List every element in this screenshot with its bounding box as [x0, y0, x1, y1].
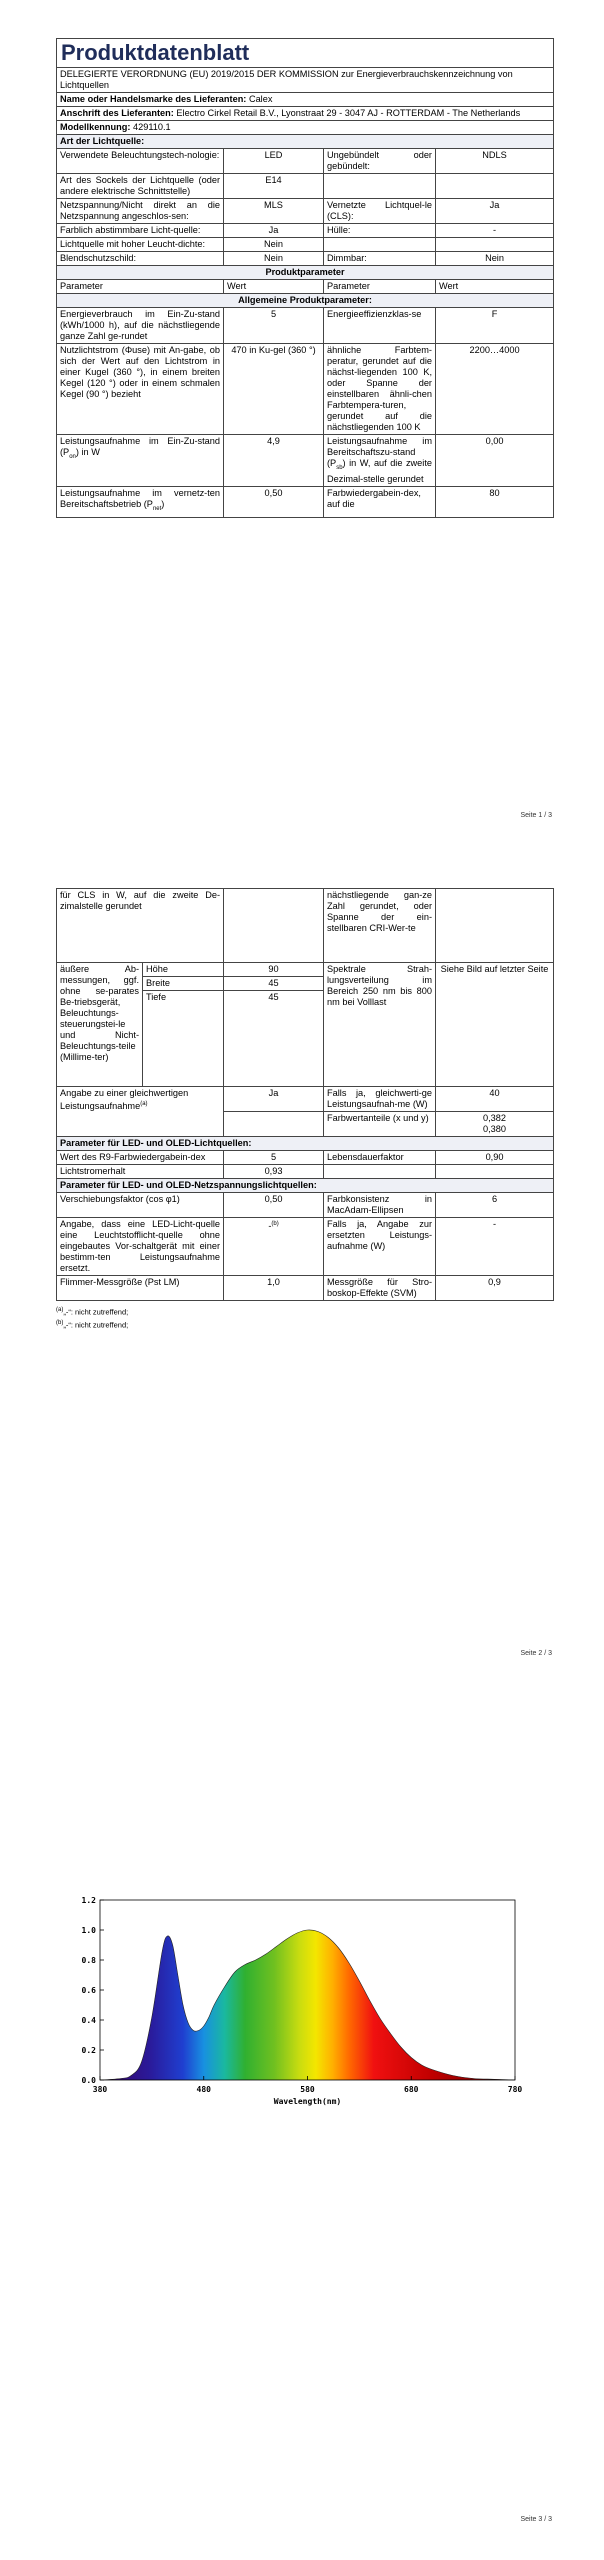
- y-tick-label: 0.6: [81, 1986, 96, 1995]
- table-row: [57, 224, 554, 238]
- row-label: Lichtquelle mit hoher Leucht-dichte:: [57, 238, 224, 252]
- dimensions-label: äußere Ab-messungen, ggf. ohne se-parates Be-triebsgerät, Beleuchtungs-steuerungstei-le und Nicht-Beleuchtungs-teile (Millime-ter): [57, 963, 143, 1087]
- standby-label-text: Leistungsaufnahme im Bereitschaftszu-stand (P: [327, 436, 432, 468]
- standby-value: 0,00: [436, 435, 554, 487]
- row-value: [436, 238, 554, 252]
- y-tick-label: 0.2: [81, 2046, 96, 2055]
- y-tick-label: 0.4: [81, 2016, 96, 2025]
- column-header: Wert: [436, 280, 554, 294]
- regulation-text: DELEGIERTE VERORDNUNG (EU) 2019/2015 DER KOMMISSION zur Energieverbrauchskennzeichnung von Lichtquellen: [57, 68, 554, 93]
- x-tick-label: 480: [196, 2085, 211, 2094]
- row-value: E14: [224, 174, 324, 199]
- dpf-label: Verschiebungsfaktor (cos φ1): [57, 1193, 224, 1218]
- row-label: Energieeffizienzklas-se: [324, 308, 436, 344]
- dim-value: 45: [224, 977, 324, 991]
- row-value: 5: [224, 308, 324, 344]
- table-row: [57, 1165, 554, 1179]
- net-standby-cont: für CLS in W, auf die zweite De-zimalstelle gerundet: [57, 889, 224, 963]
- table-row: [57, 963, 554, 977]
- table-row: [57, 889, 554, 963]
- row-value: 470 in Ku-gel (360 °): [224, 344, 324, 435]
- x-tick-label: 780: [507, 2085, 523, 2094]
- column-header: Parameter: [324, 280, 436, 294]
- address-row: [57, 107, 554, 121]
- row-value: F: [436, 308, 554, 344]
- row-label: Ungebündelt oder gebündelt:: [324, 149, 436, 174]
- r9-label: Wert des R9-Farbwiedergabein-dex: [57, 1151, 224, 1165]
- consistency-value: 6: [436, 1193, 554, 1218]
- claim-value-text: -: [268, 1221, 272, 1232]
- page-number: Seite 1 / 3: [520, 812, 552, 819]
- standby-sub: sb: [336, 464, 343, 471]
- row-label: Blendschutzschild:: [57, 252, 224, 266]
- address-label: Anschrift des Lieferanten:: [60, 108, 174, 118]
- net-standby-value: 0,50: [224, 486, 324, 517]
- table-row: [57, 1218, 554, 1276]
- footnote-mark: (a): [56, 1307, 64, 1313]
- table-row: [57, 1276, 554, 1301]
- equiv-label-text: Angabe zu einer gleichwertigen Leistungsaufnahme: [60, 1088, 189, 1112]
- dim-value: 45: [224, 991, 324, 1087]
- row-value: Ja: [224, 224, 324, 238]
- equiv-value: Ja: [224, 1087, 324, 1112]
- row-label: Netzspannung/Nicht direkt an die Netzspannung angeschlos-sen:: [57, 199, 224, 224]
- table-row: [57, 238, 554, 252]
- footnote-a: [56, 1305, 553, 1318]
- table-row: [57, 1087, 554, 1112]
- row-value: MLS: [224, 199, 324, 224]
- table-row: [57, 308, 554, 344]
- model-label: Modellkennung:: [60, 122, 131, 132]
- row-label: Farblich abstimmbare Licht-quelle:: [57, 224, 224, 238]
- r9-value: 5: [224, 1151, 324, 1165]
- y-tick-label: 0.0: [81, 2076, 96, 2085]
- model-row: [57, 121, 554, 135]
- standby-label: [324, 435, 436, 487]
- page-1: [0, 0, 604, 850]
- row-label: Nutzlichtstrom (Φuse) mit An-gabe, ob sich der Wert auf den Lichtstrom in einer Kugel (360 °), in einem breiten Kegel (120 °) oder in einem schmalen Kegel (90 °) bezieht: [57, 344, 224, 435]
- claim-power-label: Falls ja, Angabe zur ersetzten Leistungs-aufnahme (W): [324, 1218, 436, 1276]
- page-3: [0, 1710, 604, 2560]
- dim-label: Tiefe: [143, 991, 224, 1087]
- supplier-row: [57, 93, 554, 107]
- row-label: [324, 238, 436, 252]
- row-value: -: [436, 224, 554, 238]
- flicker-label: Flimmer-Messgröße (Pst LM): [57, 1276, 224, 1301]
- standby-label-text: ) in W, auf die zweite Dezimal-stelle gerundet: [327, 458, 432, 484]
- row-label: Hülle:: [324, 224, 436, 238]
- page-2: [0, 860, 604, 1700]
- footnote-mark: (b): [56, 1319, 64, 1326]
- stroboscopic-value: 0,9: [436, 1276, 554, 1301]
- onmode-label-text: ) in W: [75, 447, 100, 457]
- equiv-power-value: 40: [436, 1087, 554, 1112]
- empty-cell: [224, 889, 324, 963]
- net-label-text: ): [161, 498, 165, 509]
- table-row: [57, 174, 554, 199]
- dpf-value: 0,50: [224, 1193, 324, 1218]
- row-label: Art des Sockels der Lichtquelle (oder andere elektrische Schnittstelle): [57, 174, 224, 199]
- row-value: [436, 174, 554, 199]
- model-value: 429110.1: [133, 122, 171, 132]
- table-row: [57, 486, 554, 517]
- row-label: Energieverbrauch im Ein-Zu-stand (kWh/1000 h), auf die nächstliegende ganze Zahl ge-rundet: [57, 308, 224, 344]
- row-value: Nein: [436, 252, 554, 266]
- table-row: [57, 435, 554, 487]
- empty-cell: [436, 1165, 554, 1179]
- row-label: Dimmbar:: [324, 252, 436, 266]
- y-tick-label: 1.2: [81, 1896, 96, 1905]
- chromaticity-value: [436, 1112, 554, 1137]
- cri-label: Farbwiedergabein-dex, auf die: [324, 486, 436, 517]
- spectral-distribution-chart: [0, 1880, 604, 2140]
- onmode-value: 4,9: [224, 435, 324, 487]
- footnote-text: „-“: nicht zutreffend;: [63, 1307, 129, 1317]
- datasheet-table-1: [56, 38, 554, 518]
- dim-label: Höhe: [143, 963, 224, 977]
- chromaticity-x: 0,382: [483, 1113, 507, 1123]
- dim-value: 90: [224, 963, 324, 977]
- spectral-value: Siehe Bild auf letzter Seite: [436, 963, 554, 1087]
- lumen-maint-label: Lichtstromerhalt: [57, 1165, 224, 1179]
- table-row: [57, 1151, 554, 1165]
- claim-value: [224, 1218, 324, 1276]
- supplier-label: Name oder Handelsmarke des Lieferanten:: [60, 94, 247, 104]
- consistency-label: Farbkonsistenz in MacAdam-Ellipsen: [324, 1193, 436, 1218]
- general-heading: Allgemeine Produktparameter:: [57, 294, 554, 308]
- chromaticity-label: Farbwertanteile (x und y): [324, 1112, 436, 1137]
- flicker-value: 1,0: [224, 1276, 324, 1301]
- footnote-ref: (b): [271, 1221, 279, 1227]
- lumen-maint-value: 0,93: [224, 1165, 324, 1179]
- survival-label: Lebensdauerfaktor: [324, 1151, 436, 1165]
- table-row: [57, 149, 554, 174]
- row-label: ähnliche Farbtem-peratur, gerundet auf die nächst-liegenden 100 K, oder Spanne der einstellbaren ähnli-chen Farbtempera-turen, gerundet auf die nächstliegenden 100 K: [324, 344, 436, 435]
- x-tick-label: 380: [92, 2085, 108, 2094]
- empty-cell: [436, 889, 554, 963]
- x-tick-label: 680: [404, 2085, 419, 2094]
- page-number: Seite 2 / 3: [520, 1650, 552, 1657]
- table-row: [57, 252, 554, 266]
- claim-label: Angabe, dass eine LED-Licht-quelle eine Leuchtstofflicht-quelle ohne eingebautes Vor-schaltgerät mit einer bestimm-ten Leistungsaufnahme ersetzt.: [57, 1218, 224, 1276]
- spectral-label: Spektrale Strah-lungsverteilung im Bereich 250 nm bis 800 nm bei Volllast: [324, 963, 436, 1087]
- footnote-text: „-“: nicht zutreffend;: [63, 1320, 129, 1329]
- led-heading: Parameter für LED- und OLED-Lichtquellen:: [57, 1137, 554, 1151]
- mains-heading: Parameter für LED- und OLED-Netzspannungslichtquellen:: [57, 1179, 554, 1193]
- page-number: Seite 3 / 3: [520, 2516, 552, 2523]
- product-params-heading: Produktparameter: [57, 266, 554, 280]
- survival-value: 0,90: [436, 1151, 554, 1165]
- column-header-row: [57, 280, 554, 294]
- row-value: Ja: [436, 199, 554, 224]
- row-value: Nein: [224, 238, 324, 252]
- table-row: [57, 1193, 554, 1218]
- empty-cell: [224, 1112, 324, 1137]
- net-standby-label: [57, 486, 224, 517]
- type-heading: Art der Lichtquelle:: [57, 135, 554, 149]
- empty-cell: [324, 1165, 436, 1179]
- equiv-power-label: Falls ja, gleichwerti-ge Leistungsaufnah-me (W): [324, 1087, 436, 1112]
- onmode-label: [57, 435, 224, 487]
- table-row: [57, 344, 554, 435]
- y-tick-label: 1.0: [81, 1926, 96, 1935]
- row-label: Verwendete Beleuchtungstech-nologie:: [57, 149, 224, 174]
- cri-value: 80: [436, 486, 554, 517]
- stroboscopic-label: Messgröße für Stro-boskop-Effekte (SVM): [324, 1276, 436, 1301]
- chromaticity-y: 0,380: [483, 1124, 507, 1134]
- y-tick-label: 0.8: [81, 1956, 96, 1965]
- table-row: [57, 199, 554, 224]
- x-tick-label: 580: [300, 2085, 315, 2094]
- datasheet-table-2: [56, 888, 554, 1301]
- dim-label: Breite: [143, 977, 224, 991]
- row-value: NDLS: [436, 149, 554, 174]
- footnote-ref: (a): [140, 1101, 148, 1107]
- cri-cont: nächstliegende gan-ze Zahl gerundet, oder Spanne der ein-stellbaren CRI-Wer-te: [324, 889, 436, 963]
- supplier-value: Calex: [248, 94, 273, 104]
- column-header: Parameter: [57, 280, 224, 294]
- net-sub: net: [152, 505, 162, 512]
- column-header: Wert: [224, 280, 324, 294]
- page-title: Produktdatenblatt: [57, 39, 554, 68]
- row-value: 2200…4000: [436, 344, 554, 435]
- row-label: Vernetzte Lichtquel-le (CLS):: [324, 199, 436, 224]
- footnote-b: [56, 1318, 553, 1331]
- equiv-label: [57, 1087, 224, 1137]
- row-value: Nein: [224, 252, 324, 266]
- claim-power-value: -: [436, 1218, 554, 1276]
- x-axis-label: Wavelength(nm): [273, 2097, 342, 2106]
- onmode-sub: on: [69, 453, 76, 460]
- row-label: [324, 174, 436, 199]
- row-value: LED: [224, 149, 324, 174]
- net-label-text: Leistungsaufnahme im vernetz-ten Bereitschaftsbetrieb (P: [60, 487, 220, 509]
- onmode-label-text: Leistungsaufnahme im Ein-Zu-stand (P: [60, 436, 220, 457]
- address-value: Electro Cirkel Retail B.V., Lyonstraat 29 - 3047 AJ - ROTTERDAM - The Netherlands: [176, 108, 521, 118]
